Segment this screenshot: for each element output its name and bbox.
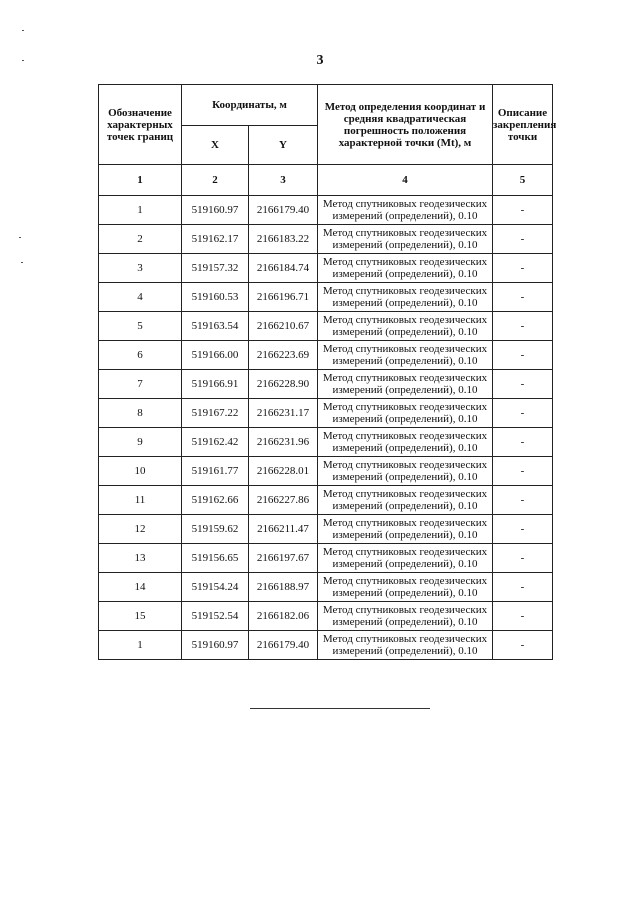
y-coordinate-cell: 2166231.17 bbox=[249, 399, 318, 428]
header-x: X bbox=[182, 126, 249, 165]
point-cell: 4 bbox=[99, 283, 182, 312]
method-cell: Метод спутниковых геодезических измерений (определений), 0.10 bbox=[318, 602, 493, 631]
description-cell: - bbox=[493, 283, 553, 312]
description-cell: - bbox=[493, 225, 553, 254]
method-cell: Метод спутниковых геодезических измерений (определений), 0.10 bbox=[318, 341, 493, 370]
signature-divider bbox=[250, 708, 430, 709]
point-cell: 13 bbox=[99, 544, 182, 573]
description-cell: - bbox=[493, 631, 553, 660]
method-cell: Метод спутниковых геодезических измерений (определений), 0.10 bbox=[318, 283, 493, 312]
method-cell: Метод спутниковых геодезических измерений (определений), 0.10 bbox=[318, 515, 493, 544]
table-row bbox=[99, 486, 553, 515]
x-coordinate-cell: 519154.24 bbox=[182, 573, 249, 602]
table-row bbox=[99, 428, 553, 457]
table-row bbox=[99, 573, 553, 602]
header-method: Метод определения координат и средняя квадратическая погрешность положения характерной точки (Mt), м bbox=[318, 85, 493, 165]
point-cell: 1 bbox=[99, 631, 182, 660]
point-cell: 2 bbox=[99, 225, 182, 254]
method-cell: Метод спутниковых геодезических измерений (определений), 0.10 bbox=[318, 486, 493, 515]
table-row bbox=[99, 515, 553, 544]
x-coordinate-cell: 519160.97 bbox=[182, 631, 249, 660]
column-number: 3 bbox=[249, 165, 318, 196]
method-cell: Метод спутниковых геодезических измерений (определений), 0.10 bbox=[318, 457, 493, 486]
scan-speck bbox=[19, 237, 21, 238]
x-coordinate-cell: 519162.42 bbox=[182, 428, 249, 457]
point-cell: 1 bbox=[99, 196, 182, 225]
y-coordinate-cell: 2166184.74 bbox=[249, 254, 318, 283]
x-coordinate-cell: 519159.62 bbox=[182, 515, 249, 544]
description-cell: - bbox=[493, 196, 553, 225]
point-cell: 7 bbox=[99, 370, 182, 399]
table-row bbox=[99, 341, 553, 370]
method-cell: Метод спутниковых геодезических измерений (определений), 0.10 bbox=[318, 225, 493, 254]
method-cell: Метод спутниковых геодезических измерений (определений), 0.10 bbox=[318, 544, 493, 573]
description-cell: - bbox=[493, 544, 553, 573]
x-coordinate-cell: 519163.54 bbox=[182, 312, 249, 341]
column-number: 1 bbox=[99, 165, 182, 196]
scan-speck bbox=[22, 30, 24, 31]
y-coordinate-cell: 2166182.06 bbox=[249, 602, 318, 631]
table-row bbox=[99, 602, 553, 631]
method-cell: Метод спутниковых геодезических измерений (определений), 0.10 bbox=[318, 399, 493, 428]
x-coordinate-cell: 519157.32 bbox=[182, 254, 249, 283]
description-cell: - bbox=[493, 341, 553, 370]
x-coordinate-cell: 519167.22 bbox=[182, 399, 249, 428]
description-cell: - bbox=[493, 515, 553, 544]
table-row bbox=[99, 196, 553, 225]
column-number: 5 bbox=[493, 165, 553, 196]
description-cell: - bbox=[493, 428, 553, 457]
table-row bbox=[99, 399, 553, 428]
method-cell: Метод спутниковых геодезических измерений (определений), 0.10 bbox=[318, 428, 493, 457]
description-cell: - bbox=[493, 312, 553, 341]
x-coordinate-cell: 519161.77 bbox=[182, 457, 249, 486]
table-row bbox=[99, 631, 553, 660]
y-coordinate-cell: 2166183.22 bbox=[249, 225, 318, 254]
table-row bbox=[99, 544, 553, 573]
point-cell: 10 bbox=[99, 457, 182, 486]
point-cell: 11 bbox=[99, 486, 182, 515]
coordinates-table bbox=[98, 84, 557, 660]
point-cell: 9 bbox=[99, 428, 182, 457]
x-coordinate-cell: 519166.00 bbox=[182, 341, 249, 370]
method-cell: Метод спутниковых геодезических измерений (определений), 0.10 bbox=[318, 196, 493, 225]
header-y: Y bbox=[249, 126, 318, 165]
y-coordinate-cell: 2166223.69 bbox=[249, 341, 318, 370]
y-coordinate-cell: 2166227.86 bbox=[249, 486, 318, 515]
x-coordinate-cell: 519160.53 bbox=[182, 283, 249, 312]
x-coordinate-cell: 519162.17 bbox=[182, 225, 249, 254]
table-row bbox=[99, 457, 553, 486]
y-coordinate-cell: 2166197.67 bbox=[249, 544, 318, 573]
scan-speck bbox=[22, 60, 24, 61]
y-coordinate-cell: 2166231.96 bbox=[249, 428, 318, 457]
method-cell: Метод спутниковых геодезических измерений (определений), 0.10 bbox=[318, 573, 493, 602]
y-coordinate-cell: 2166228.90 bbox=[249, 370, 318, 399]
table-body bbox=[99, 196, 553, 660]
method-cell: Метод спутниковых геодезических измерений (определений), 0.10 bbox=[318, 312, 493, 341]
point-cell: 5 bbox=[99, 312, 182, 341]
x-coordinate-cell: 519166.91 bbox=[182, 370, 249, 399]
y-coordinate-cell: 2166210.67 bbox=[249, 312, 318, 341]
point-cell: 8 bbox=[99, 399, 182, 428]
description-cell: - bbox=[493, 254, 553, 283]
point-cell: 6 bbox=[99, 341, 182, 370]
description-cell: - bbox=[493, 370, 553, 399]
y-coordinate-cell: 2166179.40 bbox=[249, 631, 318, 660]
column-number: 4 bbox=[318, 165, 493, 196]
table-row bbox=[99, 283, 553, 312]
table-row bbox=[99, 225, 553, 254]
header-description: Описание закрепления точки bbox=[493, 85, 553, 165]
method-cell: Метод спутниковых геодезических измерений (определений), 0.10 bbox=[318, 254, 493, 283]
point-cell: 14 bbox=[99, 573, 182, 602]
y-coordinate-cell: 2166196.71 bbox=[249, 283, 318, 312]
x-coordinate-cell: 519162.66 bbox=[182, 486, 249, 515]
x-coordinate-cell: 519160.97 bbox=[182, 196, 249, 225]
y-coordinate-cell: 2166179.40 bbox=[249, 196, 318, 225]
y-coordinate-cell: 2166188.97 bbox=[249, 573, 318, 602]
x-coordinate-cell: 519156.65 bbox=[182, 544, 249, 573]
method-cell: Метод спутниковых геодезических измерений (определений), 0.10 bbox=[318, 370, 493, 399]
header-coordinates: Координаты, м bbox=[182, 85, 318, 126]
description-cell: - bbox=[493, 573, 553, 602]
point-cell: 3 bbox=[99, 254, 182, 283]
page-number: 3 bbox=[316, 53, 324, 68]
description-cell: - bbox=[493, 457, 553, 486]
y-coordinate-cell: 2166211.47 bbox=[249, 515, 318, 544]
method-cell: Метод спутниковых геодезических измерений (определений), 0.10 bbox=[318, 631, 493, 660]
column-number: 2 bbox=[182, 165, 249, 196]
scan-speck bbox=[21, 262, 23, 263]
table-row bbox=[99, 312, 553, 341]
point-cell: 15 bbox=[99, 602, 182, 631]
table-row bbox=[99, 370, 553, 399]
description-cell: - bbox=[493, 486, 553, 515]
header-designation: Обозначение характерных точек границ bbox=[99, 85, 182, 165]
description-cell: - bbox=[493, 602, 553, 631]
x-coordinate-cell: 519152.54 bbox=[182, 602, 249, 631]
table-row bbox=[99, 254, 553, 283]
y-coordinate-cell: 2166228.01 bbox=[249, 457, 318, 486]
description-cell: - bbox=[493, 399, 553, 428]
point-cell: 12 bbox=[99, 515, 182, 544]
